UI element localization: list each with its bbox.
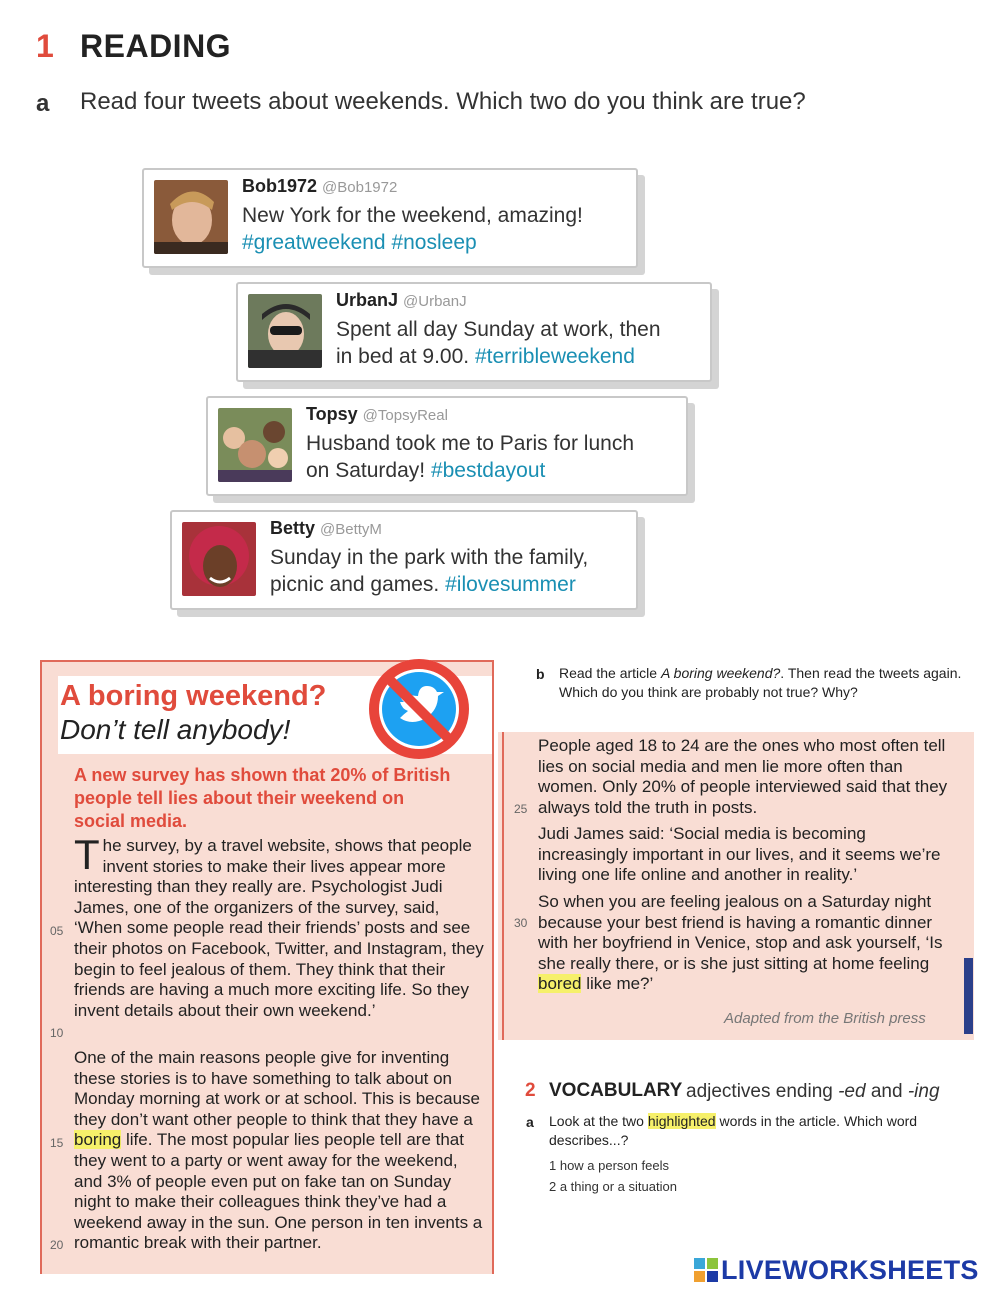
logo-icon [694,1258,718,1282]
question-a-text: Read four tweets about weekends. Which two do you think are true? [80,88,806,115]
tweet-text: Husband took me to Paris for lunch [306,432,635,455]
tweet-hashtags: #bestdayout [430,459,546,482]
paragraph-text: So when you are feeling jealous on a Saturday night because your best friend is having a romantic dinner with her boyfriend in Venice, stop and ask yourself, ‘Is she really there, or is she just sitting at home feeling [538,892,943,973]
paragraph-text: like me?’ [581,974,654,994]
question-letter-a: a [36,90,50,117]
highlighted-word-bored: bored [538,974,582,994]
line-number: 10 [50,1026,64,1040]
tweet-card-betty [170,510,638,610]
article-paragraph-5 [538,892,948,995]
tweet-text: Spent all day Sunday at work, then [336,318,661,341]
section-number: 1 [36,28,54,64]
paragraph-text: he survey, by a travel website, shows that people invent stories to make their lives appear more interesting than they really are. Psychologist Judi James, one of the organizers of the survey, said, ‘When some people read their friends’ posts and see their photos on Facebook, Twitter, and Instagram, they begin to feel jealous of them. They think that their friends are having a much more exciting life. So they invent details about their own weekend.’ [74,836,484,1020]
tweet-text: Sunday in the park with the family, [270,546,589,569]
avatar [248,294,322,368]
tweet-name: UrbanJ [336,290,399,310]
vocab-item: 1 how a person feels [549,1158,669,1173]
section-title: READING [80,28,232,64]
tweet-name: Betty [270,518,316,538]
article-subtitle: Don’t tell anybody! [60,714,291,745]
article-credit: Adapted from the British press [724,1010,926,1027]
page-edge-strip [964,958,973,1034]
article-right-column [498,732,974,1040]
article-left-column [40,660,494,1274]
paragraph-text: life. The most popular lies people tell are that they went to a party or went away for the weekend, and 3% of people even put on fake tan on Sunday night to make their colleagues think they’ve had a weekend away in the sun. One person in ten invents a romantic break with their partner. [74,1130,483,1253]
tweet-handle: @Bob1972 [322,179,398,196]
line-number: 25 [514,802,528,816]
highlighted-word: highlighted [647,1113,716,1129]
article-title-reference: A boring weekend? [660,665,781,681]
tweet-card-bob [142,168,638,268]
section-2-title: VOCABULARY [549,1080,683,1101]
article-lead: A new survey has shown that 20% of British people tell lies about their weekend on social media. [74,765,451,831]
drop-cap: T [74,831,100,878]
tweet-text: on Saturday! [306,459,426,482]
avatar [154,180,228,254]
section-2-subtitle: adjectives ending -ed and -ing [686,1081,940,1102]
logo-text: LIVEWORKSHEETS [721,1254,979,1285]
highlighted-word-boring: boring [74,1130,122,1150]
tweet-card-topsy [206,396,688,496]
no-twitter-icon [364,654,474,764]
tweet-card-urbanj [236,282,712,382]
vocab-item: 2 a thing or a situation [549,1179,677,1194]
line-number: 30 [514,916,528,930]
liveworksheets-logo [694,1256,979,1284]
vocab-question: Look at the two highlighted words in the article. Which word describes...? 1 how a person feels 2 a thing or a situation [549,1112,949,1196]
avatar [182,522,256,596]
tweet-handle: @TopsyReal [362,407,448,424]
line-number: 05 [50,924,64,938]
article-title: A boring weekend? [60,680,327,712]
tweet-text: picnic and games. [270,573,440,596]
tweet-hashtags: #greatweekend #nosleep [242,231,477,254]
avatar [218,408,292,482]
vocab-question-letter: a [526,1114,534,1130]
tweet-hashtags: #terribleweekend [474,345,635,368]
article-divider [502,732,504,1040]
article-paragraph-3: People aged 18 to 24 are the ones who most often tell lies on social media and men lie more often than women. Only 20% of people interviewed said that they always told the truth in posts. [538,736,948,817]
tweet-hashtags: #ilovesummer [445,573,576,596]
line-number: 20 [50,1238,64,1252]
article-paragraph-4: Judi James said: ‘Social media is becoming increasingly important in our lives, and it seems we’re living one life online and another in reality.’ [538,824,941,885]
article-paragraph-1 [74,831,484,1021]
article-paragraph-2 [74,1048,484,1254]
tweet-name: Topsy [306,404,358,424]
question-b-text: Read the article A boring weekend?. Then read the tweets again. Which do you think are probably not true? Why? [559,665,962,700]
question-letter-b: b [536,666,545,682]
tweet-handle: @BettyM [320,521,382,538]
tweet-name: Bob1972 [242,176,318,196]
tweet-text: New York for the weekend, amazing! [242,204,583,227]
line-number: 15 [50,1136,64,1150]
paragraph-text: One of the main reasons people give for inventing these stories is to have something to talk about on Monday morning at work or at school. This is because they don’t want other people to think that they have a [74,1048,480,1129]
tweet-text: in bed at 9.00. [336,345,470,368]
tweet-handle: @UrbanJ [403,293,467,310]
section-2-number: 2 [525,1080,536,1101]
